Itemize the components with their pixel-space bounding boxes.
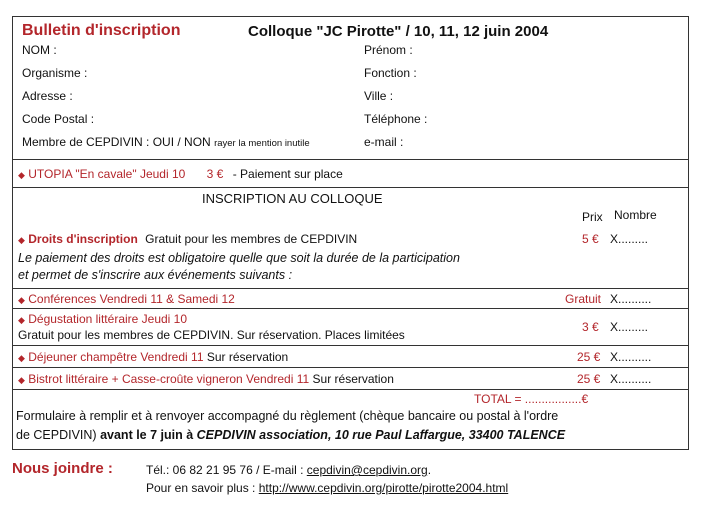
event-qty[interactable]: X.......... [610, 350, 652, 364]
event-price: Gratuit [565, 292, 602, 306]
event-qty[interactable]: X.......... [610, 372, 652, 386]
field-prenom[interactable]: Prénom : [364, 43, 413, 57]
event-title: Dégustation littéraire Jeudi 10 [28, 312, 188, 326]
droits-paragraph-2: et permet de s'inscrire aux événements suivants : [18, 268, 293, 282]
utopia-row [18, 167, 343, 181]
utopia-price: 3 € [206, 167, 224, 181]
droits-title: Droits d'inscription [28, 232, 138, 246]
contact-tel-line [146, 463, 431, 477]
bullet-icon: ◆ [18, 315, 25, 325]
field-adresse[interactable]: Adresse : [22, 89, 73, 103]
event-extra: Sur réservation [312, 372, 394, 386]
event-title: Bistrot littéraire + Casse-croûte vigneron Vendredi 11 [28, 372, 310, 386]
divider [12, 187, 688, 188]
event-price: 3 € [582, 320, 599, 334]
utopia-payment: - Paiement sur place [232, 167, 343, 181]
event-price: 25 € [577, 350, 601, 364]
event-qty[interactable]: X......... [610, 320, 649, 334]
footer-note-line2 [16, 428, 565, 442]
divider [12, 389, 688, 390]
event-title: Déjeuner champêtre Vendredi 11 [28, 350, 204, 364]
event-extra: Gratuit pour les membres de CEPDIVIN. Sur réservation. Places limitées [18, 328, 405, 342]
field-telephone[interactable]: Téléphone : [364, 112, 428, 126]
droits-row [18, 232, 357, 246]
divider [12, 288, 688, 289]
event-row [18, 350, 288, 364]
inscription-heading: INSCRIPTION AU COLLOQUE [202, 191, 383, 206]
divider [12, 159, 688, 160]
field-fonction[interactable]: Fonction : [364, 66, 417, 80]
membre-note: rayer la mention inutile [214, 138, 310, 149]
footer-note-line1: Formulaire à remplir et à renvoyer accompagné du règlement (chèque bancaire ou postal à l'ordre [16, 409, 559, 423]
field-organisme[interactable]: Organisme : [22, 66, 88, 80]
event-row [18, 312, 187, 326]
utopia-event: UTOPIA "En cavale" Jeudi 10 [28, 167, 186, 181]
col-nombre: Nombre [614, 208, 657, 222]
droits-price: 5 € [582, 232, 599, 246]
contact-web-line [146, 481, 508, 495]
contact-email-suffix: . [427, 463, 432, 477]
event-extra: Sur réservation [206, 350, 289, 364]
contact-web-prefix: Pour en savoir plus : [146, 481, 256, 495]
divider [12, 308, 688, 309]
event-row [18, 292, 235, 306]
bullet-icon: ◆ [18, 295, 25, 305]
bullet-icon: ◆ [18, 375, 25, 385]
contact-heading: Nous joindre : [12, 460, 113, 477]
footer-note-start: de CEPDIVIN) [16, 428, 97, 442]
contact-url-link[interactable]: http://www.cepdivin.org/pirotte/pirotte2004.html [258, 481, 509, 495]
footer-note-deadline: avant le 7 juin à [100, 428, 194, 442]
form-title: Bulletin d'inscription [22, 22, 181, 39]
field-membre[interactable] [22, 135, 310, 149]
field-ville[interactable]: Ville : [364, 89, 394, 103]
droits-note: Gratuit pour les membres de CEPDIVIN [145, 232, 358, 246]
contact-tel: Tél.: 06 82 21 95 76 / E-mail : [146, 463, 304, 477]
contact-email-link[interactable]: cepdivin@cepdivin.org [306, 463, 428, 477]
membre-label: Membre de CEPDIVIN : OUI / NON [22, 135, 211, 149]
event-row [18, 372, 394, 386]
bullet-icon: ◆ [18, 235, 25, 245]
droits-paragraph-1: Le paiement des droits est obligatoire quelle que soit la durée de la participation [18, 251, 460, 265]
field-code-postal[interactable]: Code Postal : [22, 112, 95, 126]
field-nom[interactable]: NOM : [22, 43, 57, 57]
total-field[interactable]: TOTAL = .................€ [474, 392, 589, 406]
event-qty[interactable]: X.......... [610, 292, 652, 306]
col-prix: Prix [582, 210, 603, 224]
field-email[interactable]: e-mail : [364, 135, 404, 149]
droits-qty[interactable]: X......... [610, 232, 649, 246]
bullet-icon: ◆ [18, 353, 25, 363]
footer-note-address: CEPDIVIN association, 10 rue Paul Laffargue, 33400 TALENCE [196, 428, 566, 442]
divider [12, 345, 688, 346]
event-price: 25 € [577, 372, 601, 386]
colloque-title: Colloque "JC Pirotte" / 10, 11, 12 juin 2004 [248, 23, 549, 40]
bullet-icon: ◆ [18, 170, 25, 180]
event-title: Conférences Vendredi 11 & Samedi 12 [28, 292, 235, 306]
divider [12, 367, 688, 368]
